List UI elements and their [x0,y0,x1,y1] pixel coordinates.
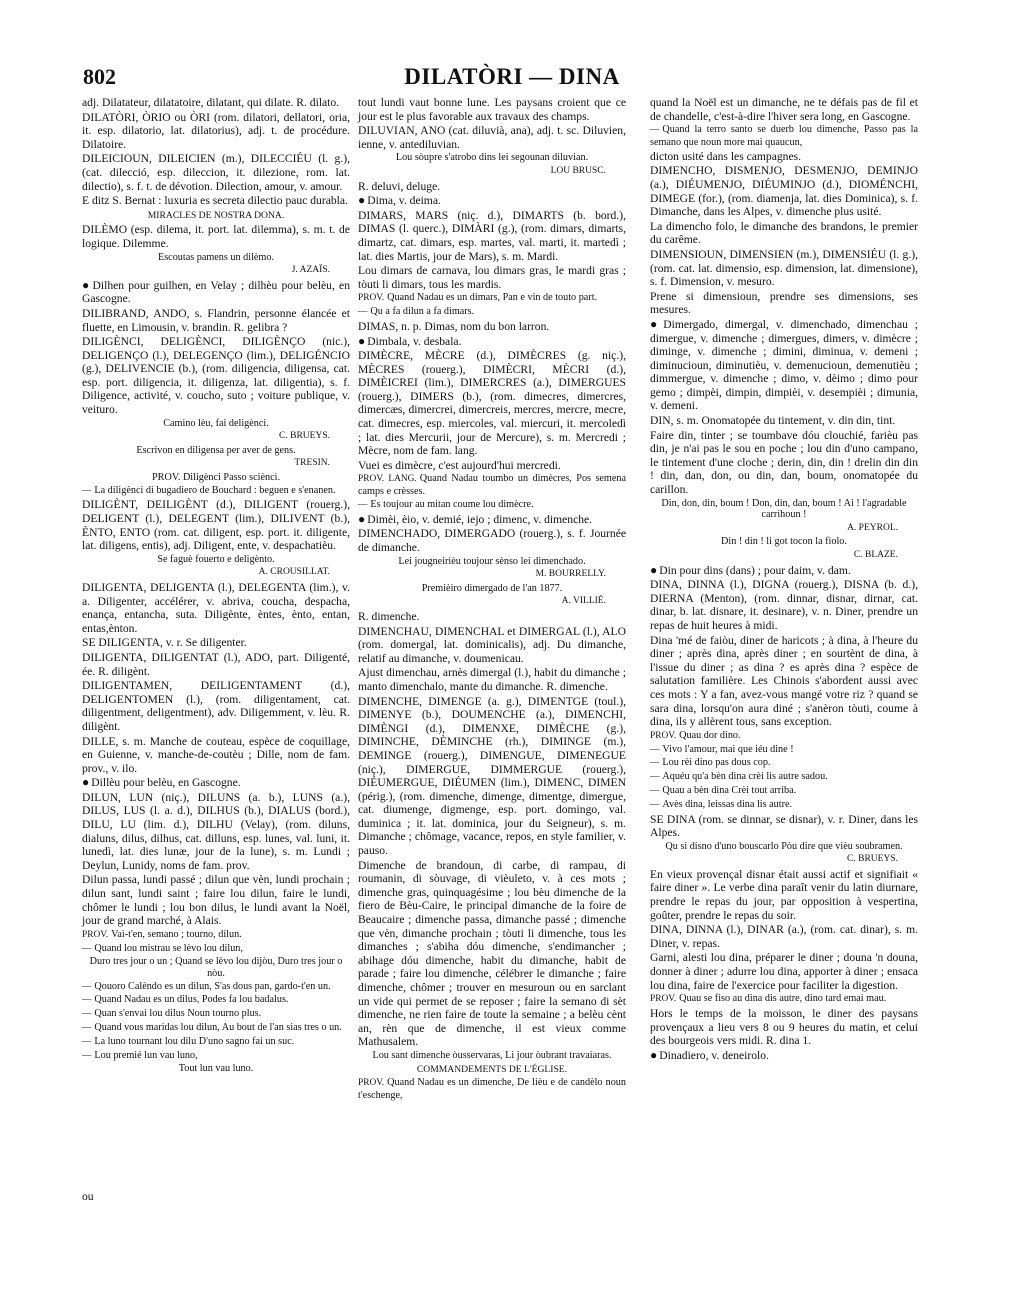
proverb [82,994,350,1007]
dictionary-entry: La dimencho folo, le dimanche des brandons, le premier du carême. [650,219,918,247]
proverb [650,771,918,784]
dictionary-entry: Faire din, tinter ; se toumbave dóu clouchié, farièu pas din, je n'ai pas le sou en poche ; lou din d'uno campano, le tintement d'une cloche ; derin, din, din ! drelin din din ! din, dan, don, ou din, dan, boum, onomatopée du carillon. [650,428,918,497]
proverb-text: Quand Nadau es un dimars, Pan e vin de touto part. [387,292,598,304]
dictionary-entry: Ajust dimenchau, arnès dimergal (l.), habit du dimanche ; manto dimenchalo, mante du dimanche. R. dimenche. [358,666,626,693]
proverb-label: — [82,1036,92,1047]
proverb-text: Lou premié lun vau luno, [94,1049,198,1061]
cross-reference [358,513,626,527]
proverb [82,981,350,994]
proverb-label: — [650,772,660,783]
dictionary-entry: DILATÒRI, ÒRIO ou ÒRI (rom. dilatori, dellatori, oria, it. esp. dilatorio, lat. dilatorius), adj. t. de procédure. Dilatoire. [82,110,350,151]
proverb-label: — [650,125,660,136]
dictionary-entry: R. dimenche. [358,609,420,623]
margin-word: ou [82,1190,94,1203]
dictionary-entry: DIMÈCRE, MÈCRE (d.), DIMÈCRES (g. niç.), MÈCRES (rouerg.), DIMÈCRI, MÈCRI (d.), DIMÈICREI (lim.), DIMERCRES (a.), DIMERGUES (rouerg.), DIMERS (b.), (rom. dimecres, dimercres, dimercæs, dimercrei, dimercreis, mercres, mercre, mecre, cat. dimecres, esp. miercoles, val. miercuri, it. mercoledì ; lat. dies Mercurii, jour de Mercure), s. m. Mercredi ; Mècre, nom de fam. lang. [358,349,626,458]
dictionary-entry: DIMARS, MARS (niç. d.), DIMARTS (b. bord.), DIMAS (l. querc.), DIMÀRI (g.), (rom. dimars, dimarts, dimartz, cat. dimars, esp. martes, val. marti, it. martedì ; lat. dies Martis, jour de Mars), s. m. Mardi. [358,208,626,263]
dictionary-entry: DILIBRAND, ANDO, s. Flandrin, personne élancée et fluette, en Limousin, v. brandin. R. gelibra ? [82,306,350,334]
page-number: 802 [83,64,116,89]
quotation-author: A. PEYROL. [847,522,898,533]
bullet-icon: ● [82,775,90,790]
page-title: DILATÒRI — DINA [404,64,620,89]
cross-reference-text: Dimergado, dimergal, v. dimenchado, dimenchau ; dimergue, v. dimenche ; dimergues, dimers, v. dimècre ; diminge, v. dimenche ; dimini, diminua, v. demeni ; diminucioun, diminutièu, v. demenucioun, demenutièu ; dimmergue, v. dimenche ; dimo, v. dèimo ; dimo pour gemo ; dimpèi, dimpin, dimpièi, v. desempièi ; dimunia, v. demeni. [650,317,919,413]
bullet-icon: ● [650,562,658,577]
cross-reference [358,194,626,208]
cross-reference-text: Dillèu pour belèu, en Gascogne. [91,776,241,790]
proverb-label: — [82,943,92,954]
dictionary-entry: DILUVIAN, ANO (cat. diluvià, ana), adj. t. sc. Diluvien, ienne, v. antediluvian. [358,124,626,151]
cross-reference-text: Dinadiero, v. deneirolo. [659,1048,769,1062]
proverb-label: — [358,500,368,511]
dictionary-entry: DILIGÈNCI, DELIGÈNCI, DILIGÈNÇO (nic.), DELIGENÇO (l.), DELEGENÇO (lim.), DELIGÉNCIO (g.), DELIVENCIE (b.), (rom. diligencia, diligensa, cat. esp. port. diligencia, it. diligenza, lat. diligentia), s. f. Diligence, activité, v. coucho, suto ; voiture publique, v. veituro. [82,335,350,417]
quotation: Din, don, din, boum ! Don, din, dan, boum ! Ai ! l'agradable carrihoun ! [661,497,907,521]
dictionary-entry: adj. Dilatateur, dilatatoire, dilatant, qui dilate. R. dilato. [82,96,340,109]
proverb [358,292,626,305]
cross-reference-text: Dimèi, èio, v. demié, iejo ; dimenc, v. dimenche. [367,512,593,526]
quotation-author: LOU BRUSC. [550,165,606,176]
proverb-text: Quand Nadau toumbo un dimècres, Pos semena camps e crèsses. [358,473,626,498]
proverb [650,744,918,757]
proverb [358,499,626,512]
dictionary-entry: dicton usité dans les campagnes. [650,149,802,163]
cross-reference [650,1049,918,1063]
dictionary-entry: SE DINA (rom. se dinnar, se disnar), v. r. Diner, dans les Alpes. [650,812,918,840]
quotation-author: A. CROUSILLAT. [258,567,330,578]
proverb-label: PROV. [358,1078,385,1089]
quotation: Tout lun vau luno. [178,1063,254,1075]
proverb-label: — [82,1050,92,1061]
proverb-label: PROV. LANG. [358,474,417,485]
page-header [48,64,976,94]
proverb-label: — [82,1023,92,1033]
quotation-author: C. BLAZE. [853,550,898,560]
bullet-icon: ● [650,1047,658,1062]
dictionary-entry: tout lundi vaut bonne lune. Les paysans croient que ce jour est le plus favorable aux travaux des champs. [358,96,626,123]
proverb [82,943,350,956]
proverb-label: — [650,744,660,755]
proverb [650,124,918,149]
dictionary-entry: DILEICIOUN, DILEICIEN (m.), DILECCIÉU (l. g.), (cat. dilecció, esp. dileccion, it. dilezione, rom. lat. dilectio), s. f. t. de dévotion. Dilection, amour, v. amour. [82,152,350,193]
cross-reference-text: Dima, v. deima. [367,194,441,208]
quotation: Premièiro dimergado de l'an 1877. [421,582,563,594]
quotation: Escrivon en diligensa per aver de gens. [136,444,296,456]
quotation: Se faguè fouerto e deligènto. [157,553,275,565]
dictionary-entry: R. deluvi, deluge. [358,179,441,193]
proverb-text: Quand vous maridas lou dilun, Au bout de l'an sias tres o un. [94,1022,342,1033]
quotation-author: C. BRUEYS. [847,854,898,865]
dictionary-entry: DILLE, s. m. Manche de couteau, espèce de coquillage, en Guienne, v. manche-de-coutèu ; Dille, nom de fam. prov., v. ilo. [82,734,350,775]
proverb [82,1036,350,1049]
proverb-text: Avès dina, leissas dina lis autre. [662,798,793,810]
bullet-icon: ● [358,333,366,348]
dictionary-entry: DILIGENTAMEN, DEILIGENTAMENT (d.), DELIGENTOMEN (l.), (rom. diligentament, cat. diligentment, deligentment), adv. Diligemment, v. lèu. R. diligènt. [82,679,350,733]
bullet-icon: ● [358,193,366,208]
proverb [82,1050,350,1063]
quotation: Lou sòupre s'atrobo dins lei segounan diluvian. [395,152,589,164]
quotation: PROV. Diligènci Passo sciènci. [152,472,280,484]
dictionary-entry: SE DILIGENTA, v. r. Se diligenter. [82,636,247,650]
proverb [82,929,350,942]
dictionary-entry: DIMENCHADO, DIMERGADO (rouerg.), s. f. Journée de dimanche. [358,527,626,555]
cross-reference-text: Din pour dins (dans) ; pour daim, v. dam. [659,563,851,577]
proverb-text: Qouoro Calèndo es un dilun, S'as dous pan, gardo-t'en un. [94,980,331,992]
dictionary-entry: E ditz S. Bernat : luxuria es secreta dilectio pauc durabla. [82,194,348,208]
source-heading: COMMANDEMENTS DE L'ÉGLISE. [416,1063,568,1075]
proverb-label: — [82,1009,92,1020]
proverb-label: PROV. [358,293,385,304]
bullet-icon: ● [358,511,366,526]
dictionary-entry: DIMENCHAU, DIMENCHAL et DIMERGAL (l.), ALO (rom. domergal, lat. dominicalis), adj. Du dimanche, relatif au dimanche, v. doumenicau. [358,624,626,665]
proverb-label: PROV. [82,929,109,940]
dictionary-entry: DILÈMO (esp. dilema, it. port. lat. dilemma), s. m. t. de logique. Dilemme. [82,223,350,250]
dictionary-entry: DIMENSIOUN, DIMENSIEN (m.), DIMENSIÉU (l. g.), (rom. cat. lat. dimensio, esp. dimension, lat. dimensione), s. f. Dimension, v. mesuro. [650,247,918,289]
dictionary-entry: Dilun passa, lundi passé ; dilun que vèn, lundi prochain ; dilun sant, lundi saint ; faire lou dilun, faire le lundi, chômer le lundi ; lou bon dilus, le lundi avant la Noël, jour de grand marché, à Alais. [82,873,350,928]
proverb-text: Quand la terro santo se duerb lou dimenche, Passo pas la semano que noun more mai quaucun, [650,124,918,148]
proverb-text: La diligènci di bugadiero de Bouchard : beguen e s'enanen. [94,484,336,496]
dictionary-entry: DIMENCHE, DIMENGE (a. g.), DIMENTGE (toul.), DIMENYE (b.), DOUMENCHE (a.), DIMENCHI, DIMÈNGI (d.), DIMENXE, DIMÈCHE (g.), DIMINCHE, DÈMINCHE (rh.), DIMINGE (m.), DEMINGE (rouerg.), DIMENGUE, DIMENEGUE (niç.), DIMERGUE, DIMMERGUE (rouerg.), DIÉUMERGUE, DIÉUMEN (lim.), DIMENC, DIMEN (périg.), (rom. dimenche, dimenge, dimentge, dimergue, cat. diumenge, digmenge, esp. port. domingo, val. duminica ; it. lat. dominica, jour du Seigneur), s. m. Dimanche ; chômage, vacance, repos, en style familier, v. pauso. [358,694,626,858]
proverb-label: — [82,981,92,992]
proverb [358,306,626,319]
cross-reference [358,335,626,349]
proverb-label: — [650,799,660,810]
dictionary-entry: Dina 'mé de faiòu, diner de haricots ; à dina, à l'heure du diner ; après dina, après diner ; en sourtènt de dina, à l'issue du diner ; as dina ? es après dina ? espèce de salutation familière. Les Chinois s'abordent aussi avec ces mots : Y a fan, avez-vous mangé votre riz ? quand se sara dina, lorsqu'on aura diné ; s'anèron tòuti, coume à dina, ils y allèrent tous, sans exception. [650,633,918,729]
quotation-author: TRESIN. [294,458,330,469]
bullet-icon: ● [82,277,91,292]
proverb-text: La luno tournant lou dilu D'uno sagno fai un suc. [94,1035,295,1047]
proverb [358,473,626,498]
quotation: Lou sant dimenche òusservaras, Li jour òubrant travaiaras. [372,1049,612,1061]
dictionary-entry: DINA, DINNA (l.), DIGNA (rouerg.), DISNA (b. d.), DIERNA (Menton), (rom. dinnar, disnar, dirnar, cat. dinar, b. lat. disnare, it. desinare), v. n. Diner, prendre un repas de huit heures à midi. [650,578,918,632]
proverb-text: Aquéu qu'a bèn dina crèi lis autre sadou. [662,771,828,783]
dictionary-entry: En vieux provençal disnar était aussi actif et signifiait « faire diner ». Le verbe dina paraît venir du latin diurnare, prendre le repas du jour, par opposition à vespertina, goûter, prendre le repas du soir. [650,867,918,922]
quotation-author: A. VILLIÉ. [561,596,606,607]
quotation: Din ! din ! li got tocon la fiolo. [721,536,847,548]
cross-reference [650,318,918,413]
quotation-author: C. BRUEYS. [279,431,330,442]
dictionary-entry: Prene si dimensioun, prendre ses dimensions, ses mesures. [650,289,918,317]
cross-reference-text: Dilhen pour guilhen, en Velay ; dilhèu pour belèu, en Gascogne. [82,278,350,306]
dictionary-entry: Hors le temps de la moisson, le diner des paysans provençaux a lieu vers 8 ou 9 heures du matin, et celui des bourgeois vers midi. R. dina 1. [650,1007,918,1048]
proverb [650,785,918,798]
dictionary-entry: DILUN, LUN (niç.), DILUNS (a. b.), LUNS (a.), DILUS, LUS (l. a. d.), DILHUS (b.), DIALUS (bord.), DILU, LU (lim. d.), DILHU (Velay), (rom. diluns, dialuns, dilus, dilhus, cat. dilluns, esp. lunes, val. luni, it. lunedì, lat. dies lunæ, jour de la lune), s. m. Lundi ; Deylun, Lunidy, noms de fam. prov. [82,790,350,872]
proverb [650,799,918,812]
quotation: Escoutas pamens un dilèmo. [157,251,274,263]
proverb [82,485,350,498]
proverb-text: Quau a bèn dina Crèi tout arriba. [662,784,797,796]
dictionary-entry: DIMAS, n. p. Dimas, nom du bon larron. [358,319,550,333]
quotation: Qu si disno d'uno bouscarlo Pòu dire que vièu soubramen. [665,840,903,852]
quotation: Camino lèu, fai deligènci. [163,417,269,429]
proverb [82,1022,350,1035]
dictionary-entry: DILIGÈNT, DEILIGÈNT (d.), DILIGENT (rouerg.), DELIGENT (l.), DELEGENT (lim.), DILIVENT (b.), ÈNTO, ENTO (rom. cat. diligent, esp. port. it. diligente, lat. diligens, entis), adj. Diligent, ente, v. despachatièu. [82,498,350,553]
proverb-text: Vivo l'amour, mai que iéu dine ! [662,743,794,755]
proverb-label: PROV. [650,994,677,1005]
proverb [650,993,918,1006]
column-1 [82,96,350,1076]
cross-reference [650,564,918,578]
proverb-text: Quand Nadau es un dimenche, De lièu e de candèlo noun t'eschenge, [358,1077,626,1101]
proverb-text: Quan s'envai lou dilus Noun tourno plus. [94,1008,262,1020]
column-2 [358,96,626,1103]
proverb-text: Qu a fa dilun a fa dimars. [370,306,475,318]
proverb-text: Quau dor dino. [679,729,741,741]
dictionary-entry: quand la Noël est un dimanche, ne te défais pas de fil et de chandelle, c'est-à-dire l'hiver sera long, en Gascogne. [650,96,918,123]
dictionary-entry: Dimenche de brandoun, di carbe, di rampau, di roumanin, di sòuvage, di vièuleto, v. à ces mots ; dimenche gras, quinquagésime ; lou bèu dimenche de la fiero de Bèu-Caire, le principal dimanche de la foire de Beaucaire ; dimenche passa, dimanche passé ; dimenche que vèn, dimanche prochain ; tòuti li dimenche, tous les dimanches ; s'abiha dóu dimenche, s'endimancher ; abihage dóu dimenche, habit du dimanche, habit de parade ; faire lou dimenche, célébrer le dimanche ; faire dimenche, chômer ; trouver en mesuroun ou en sarclant un vide qui permet de se reposer ; faire la semano di sèt dimenche, ne rien faire de toute la semaine ; a belèu cènt an, rèn que de dimenche, il est vieux comme Mathusalem. [358,858,626,1049]
dictionary-entry: Vuei es dimècre, c'est aujourd'hui mercredi. [358,458,561,472]
proverb-text: Quau se fiso au dina dis autre, dino tard emai mau. [679,993,887,1005]
column-3 [650,96,918,1063]
cross-reference-text: Dimbala, v. desbala. [367,334,462,348]
proverb-label: — [358,307,368,318]
quotation-author: M. BOURRELLY. [535,569,606,580]
proverb [650,757,918,770]
dictionary-entry: DIMENCHO, DISMENJO, DESMENJO, DEMINJO (a.), DIÉUMENJO, DIÉUMINJO (d.), DIOMÉNCHI, DIMEGE (for.), (rom. diamenja, lat. dies Dominica), s. f. Dimanche, dans les Alpes, v. dimenche plus usité. [650,164,918,219]
proverb-label: — [82,995,92,1006]
bullet-icon: ● [650,316,662,331]
dictionary-entry: DIN, s. m. Onomatopée du tintement, v. din din, tint. [650,414,896,428]
quotation-author: J. AZAÏS. [291,265,330,276]
proverb-label: — [650,785,660,796]
proverb-text: Quand Nadau es un dilus, Podes fa lou badalus. [94,994,289,1006]
proverb-text: Es toujour au mitan coume lou dimècre. [370,499,534,511]
proverb-label: PROV. [650,730,677,741]
proverb [358,1077,626,1102]
dictionary-entry: DILIGENTA, DILIGENTAT (l.), ADO, part. Diligenté, ée. R. diligènt. [82,650,350,678]
proverb-text: Quand lou mistrau se lèvo lou dilun, [94,942,243,954]
proverb [650,730,918,743]
quotation: Lei jougneirièu toujour sènso lei dimenchado. [398,555,586,567]
dictionary-entry: Garni, alesti lou dina, préparer le diner ; douna 'n douna, donner à diner ; adurre lou dina, apporter à diner ; ensaca lou dina, faire de l'exercice pour faciliter la digestion. [650,951,918,992]
dictionary-entry: Lou dimars de carnava, lou dimars gras, le mardi gras ; tòuti li dimars, tous les mardis. [358,264,626,291]
dictionary-entry: DINA, DINNA (l.), DINAR (a.), (rom. cat. dinar), s. m. Diner, v. repas. [650,923,918,950]
proverb-label: — [82,485,92,496]
source-heading: MIRACLES DE NOSTRA DONA. [147,209,285,221]
cross-reference [82,279,350,306]
quotation: Duro tres jour o un ; Quand se lèvo lou dijòu, Duro tres jour o nòu. [89,956,343,980]
proverb [82,1008,350,1021]
cross-reference [82,776,350,790]
dictionary-entry: DILIGENTA, DELIGENTA (l.), DELEGENTA (lim.), v. a. Diligenter, accélérer, v. abriva, coucha, despacha, enança, entancha, suta. Diligènte, èntes, ènto, entan, entas,ènton. [82,580,350,635]
proverb-text: Lou rèi dino pas dous cop. [662,757,771,769]
proverb-text: Vai-t'en, semano ; tourno, dilun. [111,928,242,940]
proverb-label: — [650,758,660,769]
